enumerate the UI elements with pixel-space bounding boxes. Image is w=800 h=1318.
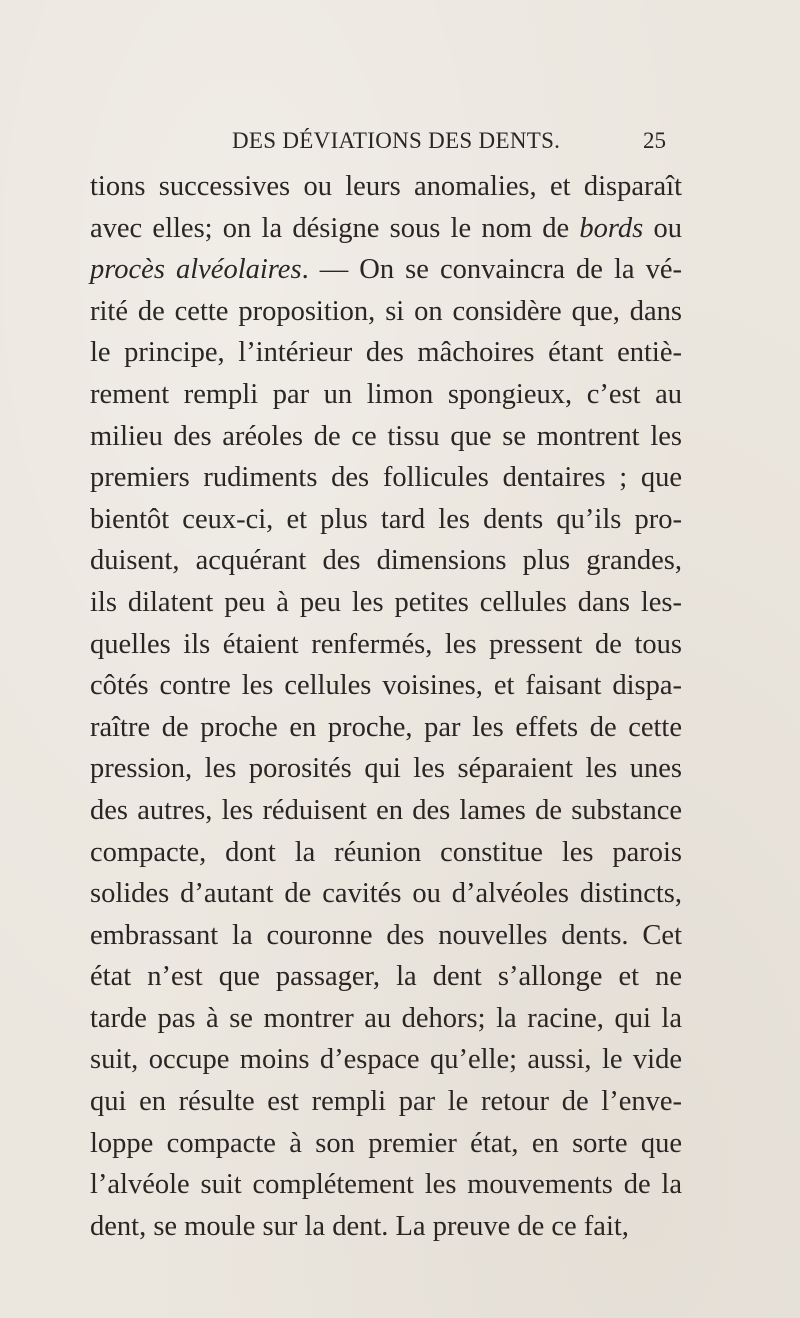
italic-term: bords (579, 212, 644, 244)
page-number: 25 (643, 128, 666, 153)
text-line (90, 374, 682, 416)
text-line (90, 873, 682, 915)
text-segment: pression, les porosités qui les séparaient les unes (90, 753, 682, 785)
text-segment: solides d’autant de cavités ou d’alvéoles distincts, (90, 878, 682, 910)
text-segment: milieu des aréoles de ce tissu que se montrent les (90, 420, 682, 452)
text-line (90, 707, 682, 749)
running-title: DES DÉVIATIONS DES DENTS. (232, 128, 561, 153)
text-line (90, 748, 682, 790)
text-line (90, 208, 682, 250)
text-segment: le principe, l’intérieur des mâchoires étant entiè- (90, 337, 682, 369)
text-segment: suit, occupe moins d’espace qu’elle; aussi, le vide (90, 1044, 682, 1076)
text-segment: l’alvéole suit complétement les mouvements de la (90, 1169, 682, 1201)
running-head (0, 128, 800, 160)
text-segment: rement rempli par un limon spongieux, c’est au (90, 378, 682, 410)
text-segment: embrassant la couronne des nouvelles dents. Cet (90, 919, 682, 951)
text-line (90, 956, 682, 998)
text-line (90, 457, 682, 499)
text-segment: raître de proche en proche, par les effets de cette (90, 711, 682, 743)
text-line (90, 332, 682, 374)
text-segment: ils dilatent peu à peu les petites cellules dans les- (90, 586, 682, 618)
text-segment: . — On se convaincra de la vé- (301, 254, 682, 286)
text-segment: avec elles; on la désigne sous le nom de (90, 212, 580, 244)
text-line (90, 998, 682, 1040)
text-segment: compacte, dont la réunion constitue les parois (90, 836, 682, 868)
text-line (90, 1164, 682, 1206)
text-line (90, 665, 682, 707)
text-segment: premiers rudiments des follicules dentaires ; que (90, 462, 682, 494)
text-line (90, 416, 682, 458)
text-segment: loppe compacte à son premier état, en sorte que (90, 1127, 682, 1159)
text-segment: des autres, les réduisent en des lames de substance (90, 794, 682, 826)
text-segment: ou (643, 212, 682, 244)
text-line (90, 832, 682, 874)
text-line (90, 1081, 682, 1123)
text-line (90, 1123, 682, 1165)
text-segment: quelles ils étaient renfermés, les pressent de tous (90, 628, 682, 660)
text-line (90, 249, 682, 291)
body-text (90, 166, 682, 1247)
text-segment: qui en résulte est rempli par le retour de l’enve- (90, 1086, 682, 1118)
text-line (90, 540, 682, 582)
text-segment: état n’est que passager, la dent s’allonge et ne (90, 961, 682, 993)
text-line (90, 291, 682, 333)
text-segment: tions successives ou leurs anomalies, et disparaît (90, 171, 682, 202)
text-line (90, 1206, 682, 1248)
text-segment: bientôt ceux-ci, et plus tard les dents qu’ils pro- (90, 503, 682, 535)
italic-term: procès alvéolaires (90, 254, 302, 286)
text-line (90, 790, 682, 832)
text-segment: rité de cette proposition, si on considère que, dans (90, 295, 682, 327)
text-line (90, 624, 682, 666)
text-line (90, 166, 682, 208)
text-line (90, 499, 682, 541)
text-segment: dent, se moule sur la dent. La preuve de ce fait, (90, 1210, 629, 1242)
text-line (90, 1039, 682, 1081)
text-line (90, 915, 682, 957)
text-segment: duisent, acquérant des dimensions plus grandes, (90, 545, 682, 577)
text-segment: côtés contre les cellules voisines, et faisant dispa- (90, 670, 682, 702)
text-line (90, 582, 682, 624)
text-segment: tarde pas à se montrer au dehors; la racine, qui la (90, 1002, 682, 1034)
